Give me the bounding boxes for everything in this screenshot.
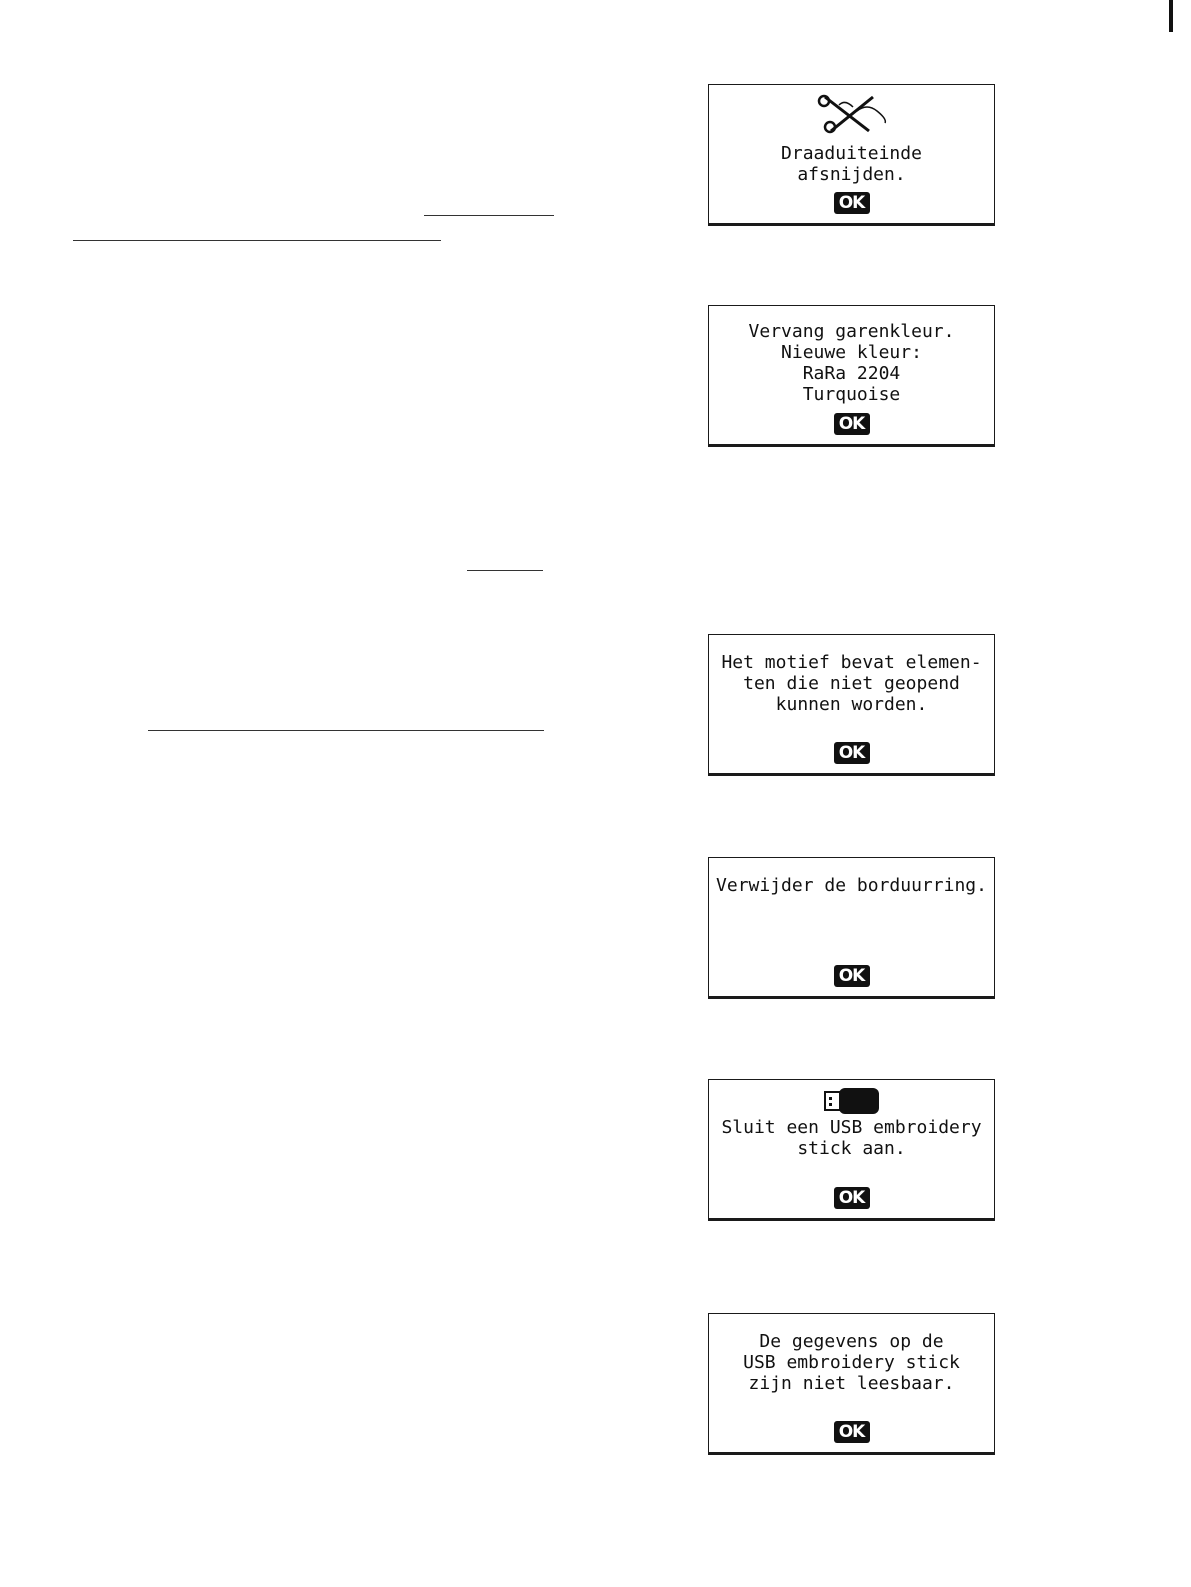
underline-rule — [467, 570, 543, 571]
lcd-screen-remove-hoop — [708, 857, 995, 999]
lcd-screen-insert-usb — [708, 1079, 995, 1221]
scissors-icon — [817, 93, 887, 135]
underline-rule — [148, 730, 544, 731]
lcd-screen-usb-unreadable — [708, 1313, 995, 1455]
screen-message: Het motief bevat elemen- ten die niet geopend kunnen worden. — [721, 652, 982, 715]
ok-button[interactable]: OK — [834, 742, 870, 764]
ok-button[interactable]: OK — [834, 965, 870, 987]
lcd-screen-unopenable-elements — [708, 634, 995, 776]
ok-button[interactable]: OK — [834, 1187, 870, 1209]
underline-rule — [73, 240, 441, 241]
usb-stick-icon — [824, 1087, 880, 1115]
screen-message: Vervang garenkleur. Nieuwe kleur: RaRa 2204 Turquoise — [748, 321, 955, 405]
ok-button[interactable]: OK — [834, 413, 870, 435]
underline-rule — [424, 215, 554, 216]
ok-button[interactable]: OK — [834, 192, 870, 214]
screen-message: Verwijder de borduurring. — [716, 875, 987, 896]
lcd-screen-change-thread — [708, 305, 995, 447]
screen-message: De gegevens op de USB embroidery stick zijn niet leesbaar. — [743, 1331, 960, 1394]
screen-message: Sluit een USB embroidery stick aan. — [721, 1117, 982, 1159]
page-edge-mark — [1169, 0, 1173, 32]
ok-button[interactable]: OK — [834, 1421, 870, 1443]
lcd-screen-cut-thread — [708, 84, 995, 226]
screen-message: Draaduiteinde afsnijden. — [781, 143, 922, 185]
